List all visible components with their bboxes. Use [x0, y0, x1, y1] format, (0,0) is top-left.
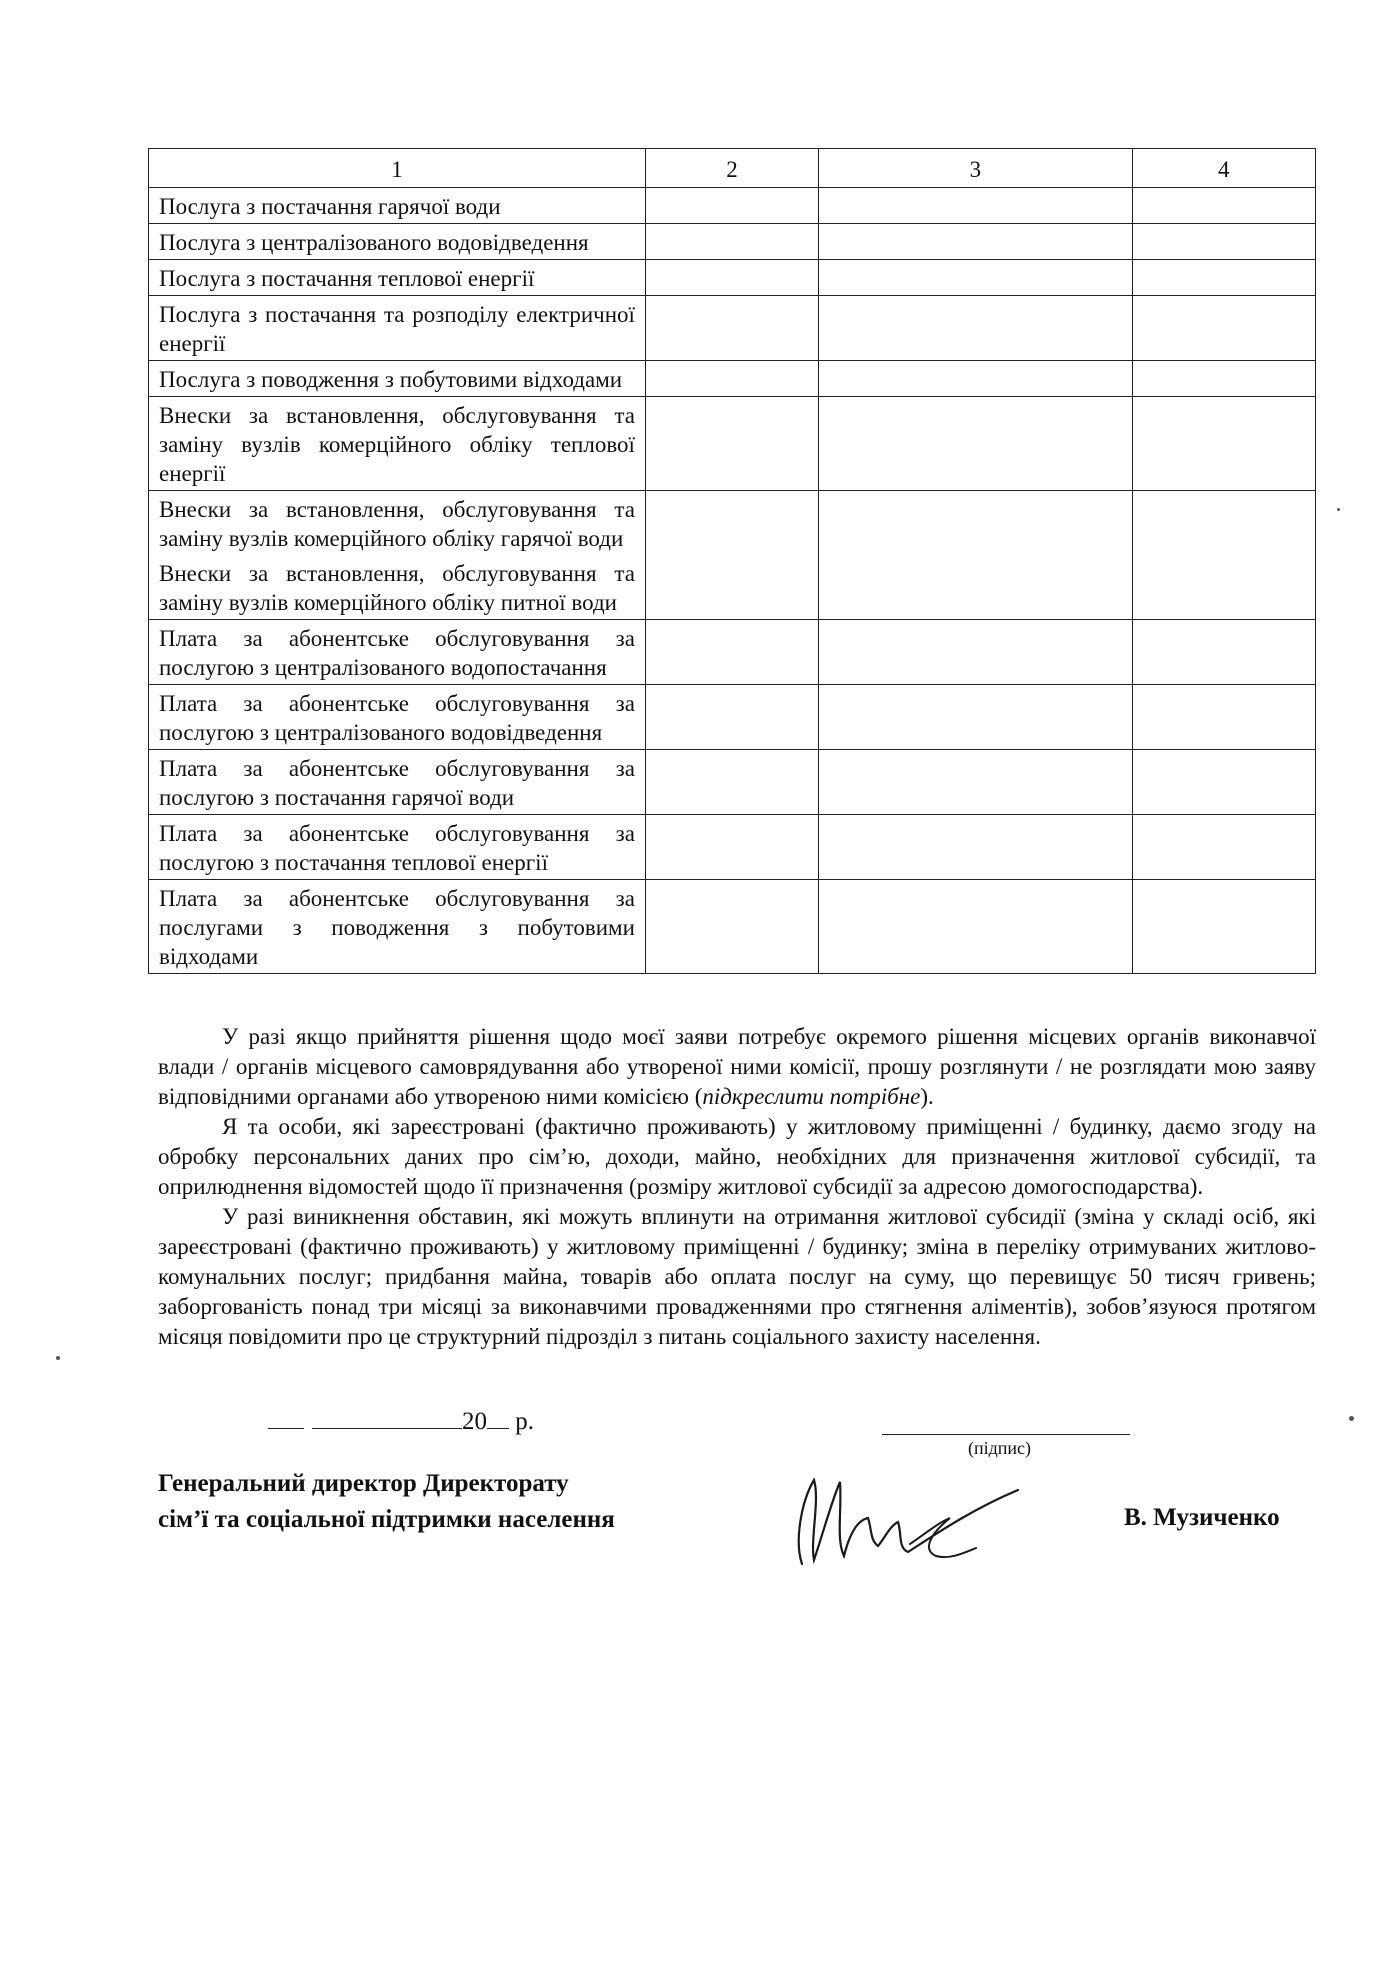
table-cell: [645, 685, 818, 750]
date-day-blank: [268, 1404, 304, 1429]
table-cell: [819, 188, 1133, 224]
table-cell: [819, 620, 1133, 685]
date-year-blank: [487, 1404, 509, 1429]
table-cell: [1132, 685, 1315, 750]
service-name: Послуга з постачання гарячої води: [149, 188, 646, 224]
service-name: Внески за встановлення, обслуговування та заміну вузлів комерційного обліку теплової енергії: [149, 397, 646, 491]
scan-speck: [56, 1356, 60, 1360]
service-name: Плата за абонентське обслуговування за послугою з постачання теплової енергії: [149, 815, 646, 880]
table-row: [149, 555, 1316, 620]
table-cell: [1132, 880, 1315, 974]
table-row: [149, 397, 1316, 491]
table-row: [149, 224, 1316, 260]
table-cell: [1132, 491, 1315, 556]
table-cell: [819, 555, 1133, 620]
table-cell: [819, 296, 1133, 361]
table-cell: [1132, 620, 1315, 685]
table-cell: [645, 620, 818, 685]
table-cell: [645, 750, 818, 815]
table-row: [149, 188, 1316, 224]
table-cell: [645, 815, 818, 880]
table-row: [149, 620, 1316, 685]
date-field: [268, 1404, 534, 1436]
table-cell: [819, 685, 1133, 750]
table-cell: [819, 397, 1133, 491]
service-name: Внески за встановлення, обслуговування та заміну вузлів комерційного обліку питної води: [149, 555, 646, 620]
table-cell: [819, 361, 1133, 397]
underline-hint: підкреслити потрібне: [702, 1084, 921, 1109]
table-cell: [819, 491, 1133, 556]
signer-name: В. Музиченко: [1124, 1504, 1280, 1531]
scan-speck: [1337, 508, 1340, 511]
table-row: [149, 750, 1316, 815]
scan-speck: [1349, 1416, 1354, 1421]
service-name: Послуга з постачання теплової енергії: [149, 260, 646, 296]
service-name: Плата за абонентське обслуговування за послугами з поводження з побутовими відходами: [149, 880, 646, 974]
table-cell: [1132, 188, 1315, 224]
table-row: [149, 880, 1316, 974]
paragraph-obligation: У разі виникнення обставин, які можуть вплинути на отримання житлової субсидії (зміна у складі осіб, які зареєстровані (фактично проживають) у житловому приміщенні / будинку; зміна в переліку отримуваних житлово-комунальних послуг; придбання майна, товарів або оплата послуг на суму, що перевищує 50 тисяч гривень; заборгованість понад три місяці за виконавчими провадженнями про стягнення аліментів), зобов’язуюся протягом місяця повідомити про це структурний підрозділ з питань соціального захисту населення.: [158, 1204, 1316, 1349]
date-month-blank: [312, 1404, 462, 1429]
table-cell: [819, 224, 1133, 260]
table-cell: [819, 750, 1133, 815]
header-col-1: 1: [149, 149, 646, 188]
header-col-3: 3: [819, 149, 1133, 188]
table-cell: [645, 880, 818, 974]
signer-position-line-2: сім’ї та соціальної підтримки населення: [158, 1506, 615, 1533]
table-cell: [1132, 397, 1315, 491]
table-cell: [819, 815, 1133, 880]
service-name: Послуга з поводження з побутовими відходами: [149, 361, 646, 397]
table-cell: [819, 880, 1133, 974]
table-row: [149, 361, 1316, 397]
table-row: [149, 685, 1316, 750]
table-cell: [819, 260, 1133, 296]
handwritten-signature: [780, 1460, 1080, 1570]
table-cell: [645, 397, 818, 491]
table-header-row: [149, 149, 1316, 188]
header-col-2: 2: [645, 149, 818, 188]
table-cell: [645, 555, 818, 620]
table-cell: [645, 491, 818, 556]
table-cell: [645, 224, 818, 260]
table-cell: [645, 361, 818, 397]
signature-line: [882, 1434, 1130, 1435]
service-name: Послуга з централізованого водовідведення: [149, 224, 646, 260]
table-row: [149, 260, 1316, 296]
table-cell: [1132, 296, 1315, 361]
table-row: [149, 296, 1316, 361]
signer-position: [158, 1466, 615, 1538]
date-year-prefix: 20: [462, 1408, 487, 1435]
paragraph-review-end: ).: [920, 1084, 934, 1109]
table-cell: [1132, 750, 1315, 815]
date-year-suffix: р.: [515, 1408, 534, 1435]
service-name: Плата за абонентське обслуговування за послугою з постачання гарячої води: [149, 750, 646, 815]
service-name: Послуга з постачання та розподілу електричної енергії: [149, 296, 646, 361]
service-name: Плата за абонентське обслуговування за послугою з централізованого водовідведення: [149, 685, 646, 750]
table-row: [149, 815, 1316, 880]
table-row: [149, 491, 1316, 556]
table-cell: [1132, 555, 1315, 620]
paragraph-consent: Я та особи, які зареєстровані (фактично проживають) у житловому приміщенні / будинку, даємо згоду на обробку персональних даних про сім’ю, доходи, майно, необхідних для призначення житлової субсидії, та оприлюднення відомостей щодо її призначення (розміру житлової субсидії за адресою домогосподарства).: [158, 1114, 1316, 1199]
header-col-4: 4: [1132, 149, 1315, 188]
table-cell: [645, 260, 818, 296]
signer-position-line-1: Генеральний директор Директорату: [158, 1470, 569, 1497]
service-name: Плата за абонентське обслуговування за послугою з централізованого водопостачання: [149, 620, 646, 685]
signature-caption: (підпис): [968, 1438, 1032, 1458]
table-cell: [1132, 815, 1315, 880]
service-name: Внески за встановлення, обслуговування та заміну вузлів комерційного обліку гарячої води: [149, 491, 646, 556]
paragraph-review-text: У разі якщо прийняття рішення щодо моєї заяви потребує окремого рішення місцевих органів виконавчої влади / органів місцевого самоврядування або утвореної ними комісії, прошу розглянути / не розглядати мою заяву відповідними органами або утвореною ними комісією (: [158, 1024, 1316, 1109]
table-cell: [1132, 224, 1315, 260]
table-cell: [1132, 260, 1315, 296]
consent-text: [158, 1022, 1316, 1352]
services-table: [148, 148, 1316, 974]
table-cell: [645, 296, 818, 361]
paragraph-review: [158, 1022, 1316, 1112]
table-cell: [645, 188, 818, 224]
table-cell: [1132, 361, 1315, 397]
